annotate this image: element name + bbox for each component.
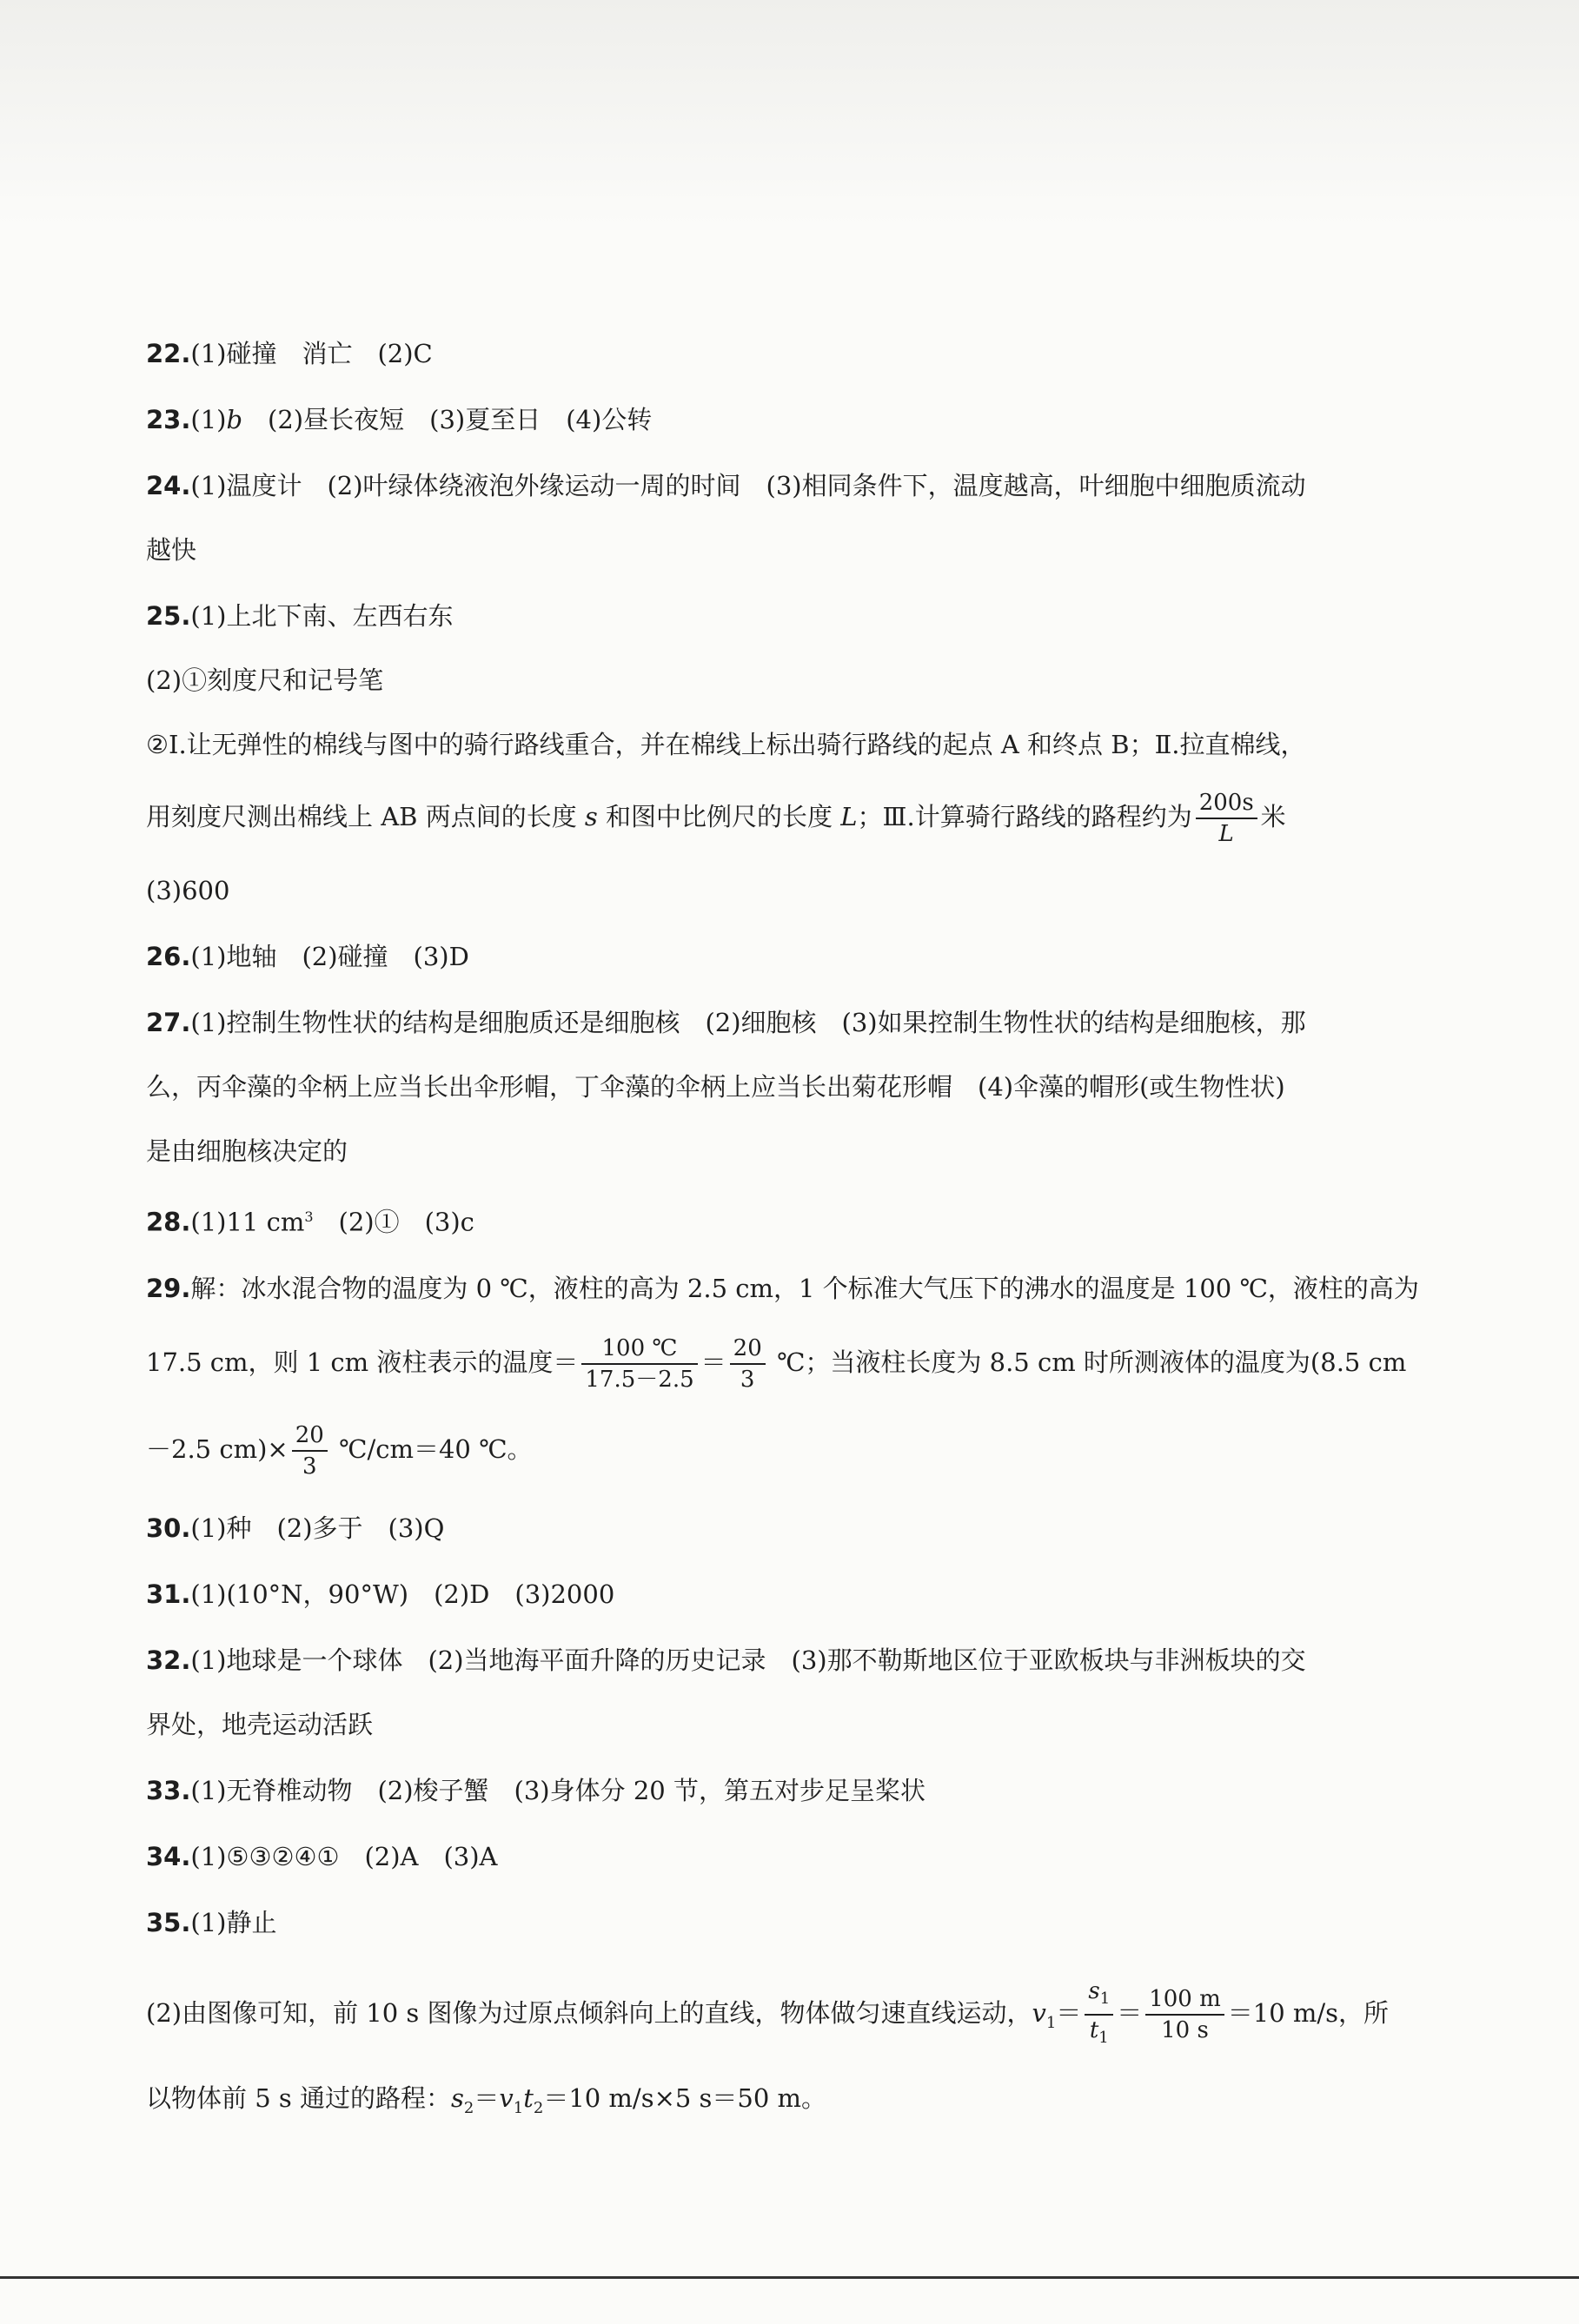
bottom-rule	[0, 2276, 1579, 2279]
text: 和图中比例尺的长度	[597, 802, 841, 831]
numerator: 20	[730, 1334, 766, 1365]
equals: ＝	[700, 1347, 726, 1377]
denominator: 3	[302, 1453, 317, 1480]
answer-continuation: 是由细胞核决定的	[146, 1136, 348, 1166]
question-number: 30.	[146, 1513, 191, 1543]
answer-text: (1)11 cm	[190, 1207, 305, 1237]
answer-line: (3)600	[146, 876, 230, 905]
variable-v: v	[499, 2083, 514, 2114]
answer-text: (1)	[190, 405, 227, 434]
answer-line: (2)①刻度尺和记号笔	[146, 665, 384, 695]
answer-line	[146, 788, 1450, 849]
text: (2)由图像可知，前 10 s 图像为过原点倾斜向上的直线，物体做匀速直线运动，	[146, 1997, 1032, 2028]
answer-line	[146, 2079, 1450, 2128]
question-number: 32.	[146, 1645, 191, 1675]
numerator: 100 m	[1145, 1984, 1224, 2016]
answer-text: (2)① (3)c	[313, 1207, 474, 1237]
superscript: 3	[304, 1208, 314, 1225]
question-number: 33.	[146, 1775, 191, 1805]
answer-line	[146, 1334, 1450, 1394]
question-number: 27.	[146, 1008, 191, 1037]
text: －2.5 cm)×	[146, 1433, 289, 1464]
equals: ＝	[474, 2083, 500, 2114]
answer-text: (1)碰撞 消亡 (2)C	[190, 339, 433, 368]
text: ＝10 m/s，所	[1227, 1997, 1390, 2028]
equals: ＝	[1056, 1997, 1082, 2028]
answer-27	[146, 1003, 1450, 1170]
fraction	[730, 1334, 766, 1394]
question-number: 23.	[146, 405, 191, 434]
page-top-shade	[0, 0, 1579, 226]
answer-25	[146, 597, 1450, 910]
answer-text: (1)控制生物性状的结构是细胞质还是细胞核 (2)细胞核 (3)如果控制生物性状的结构是细胞核，那	[190, 1008, 1306, 1037]
answer-33	[146, 1771, 1450, 1810]
text: ＝10 m/s×5 s＝50 m。	[543, 2083, 827, 2114]
answer-text: (2)昼长夜短 (3)夏至日 (4)公转	[242, 405, 653, 434]
answer-24	[146, 467, 1450, 569]
answer-continuation: 界处，地壳运动活跃	[146, 1709, 374, 1739]
subscript: 2	[463, 2098, 474, 2117]
variable-s: s	[1088, 1977, 1100, 2004]
fraction	[292, 1420, 328, 1481]
denominator	[1085, 2016, 1113, 2053]
text: ℃；当液柱长度为 8.5 cm 时所测液体的温度为(8.5 cm	[768, 1347, 1407, 1377]
answer-continuation: 么，丙伞藻的伞柄上应当长出伞形帽，丁伞藻的伞柄上应当长出菊花形帽 (4)伞藻的帽形(或生物性状)	[146, 1072, 1285, 1102]
answer-text: (1)地轴 (2)碰撞 (3)D	[190, 942, 469, 971]
denominator: 10 s	[1161, 2016, 1209, 2043]
answer-22	[146, 334, 1450, 373]
answer-text: (1)地球是一个球体 (2)当地海平面升降的历史记录 (3)那不勒斯地区位于亚欧板块与非洲板块的交	[190, 1645, 1306, 1675]
variable-t: t	[523, 2083, 534, 2114]
denominator: 3	[740, 1366, 755, 1393]
answer-text: (1)种 (2)多于 (3)Q	[190, 1513, 445, 1543]
variable-v: v	[1032, 1997, 1046, 2028]
text: ℃/cm＝40 ℃。	[330, 1433, 533, 1464]
answer-32	[146, 1641, 1450, 1744]
question-number: 22.	[146, 339, 191, 368]
text: 米	[1260, 802, 1286, 831]
subscript: 1	[513, 2098, 524, 2117]
question-number: 34.	[146, 1841, 191, 1871]
answer-34	[146, 1837, 1450, 1876]
answer-text: (1)上北下南、左西右东	[190, 601, 454, 631]
question-number: 28.	[146, 1207, 191, 1237]
answer-31	[146, 1575, 1450, 1613]
question-number: 35.	[146, 1907, 191, 1937]
numerator: 20	[292, 1420, 328, 1452]
variable-L: L	[840, 802, 858, 831]
numerator	[1085, 1976, 1113, 2016]
text: 17.5 cm，则 1 cm 液柱表示的温度＝	[146, 1347, 579, 1377]
text: 用刻度尺测出棉线上 AB 两点间的长度	[146, 802, 585, 831]
fraction	[581, 1334, 697, 1394]
text: 以物体前 5 s 通过的路程：	[146, 2083, 451, 2114]
variable-t: t	[1089, 2016, 1099, 2043]
numerator: 200s	[1196, 788, 1257, 819]
subscript: 1	[1098, 2029, 1109, 2048]
answer-28	[146, 1198, 1450, 1241]
answer-23	[146, 401, 1450, 439]
variable-b: b	[226, 405, 243, 434]
question-number: 26.	[146, 942, 191, 971]
answer-text: (1)⑤③②④① (2)A (3)A	[190, 1841, 498, 1871]
answer-26	[146, 937, 1450, 976]
fraction	[1145, 1984, 1224, 2045]
answer-continuation: 越快	[146, 535, 197, 565]
answer-sheet	[146, 334, 1450, 2128]
denominator: L	[1218, 821, 1234, 847]
answer-text: 解：冰水混合物的温度为 0 ℃，液柱的高为 2.5 cm，1 个标准大气压下的沸水的温度是 100 ℃，液柱的高为	[190, 1273, 1419, 1303]
question-number: 25.	[146, 601, 191, 631]
answer-text: (1)无脊椎动物 (2)梭子蟹 (3)身体分 20 节，第五对步足呈桨状	[190, 1775, 926, 1805]
subscript: 1	[1045, 2013, 1057, 2032]
text: ；Ⅲ.计算骑行路线的路程约为	[857, 802, 1192, 831]
question-number: 24.	[146, 471, 191, 500]
question-number: 31.	[146, 1579, 191, 1609]
answer-30	[146, 1509, 1450, 1547]
answer-text: (1)静止	[190, 1907, 277, 1937]
equals: ＝	[1117, 1997, 1143, 2028]
fraction	[1085, 1976, 1113, 2053]
answer-line	[146, 1976, 1450, 2053]
answer-35	[146, 1904, 1450, 2128]
variable-s: s	[451, 2083, 464, 2114]
subscript: 2	[533, 2098, 544, 2117]
numerator: 100 ℃	[581, 1334, 697, 1365]
answer-29	[146, 1269, 1450, 1481]
answer-line	[146, 1420, 1450, 1481]
answer-line: ②Ⅰ.让无弹性的棉线与图中的骑行路线重合，并在棉线上标出骑行路线的起点 A 和终点 B；Ⅱ.拉直棉线，	[146, 730, 1306, 759]
question-number: 29.	[146, 1273, 191, 1303]
answer-text: (1)(10°N，90°W) (2)D (3)2000	[190, 1579, 615, 1609]
variable-s: s	[584, 802, 598, 831]
answer-text: (1)温度计 (2)叶绿体绕液泡外缘运动一周的时间 (3)相同条件下，温度越高，叶细胞中细胞质流动	[190, 471, 1306, 500]
subscript: 1	[1099, 1989, 1111, 2008]
fraction	[1196, 788, 1257, 849]
denominator: 17.5－2.5	[585, 1366, 694, 1393]
